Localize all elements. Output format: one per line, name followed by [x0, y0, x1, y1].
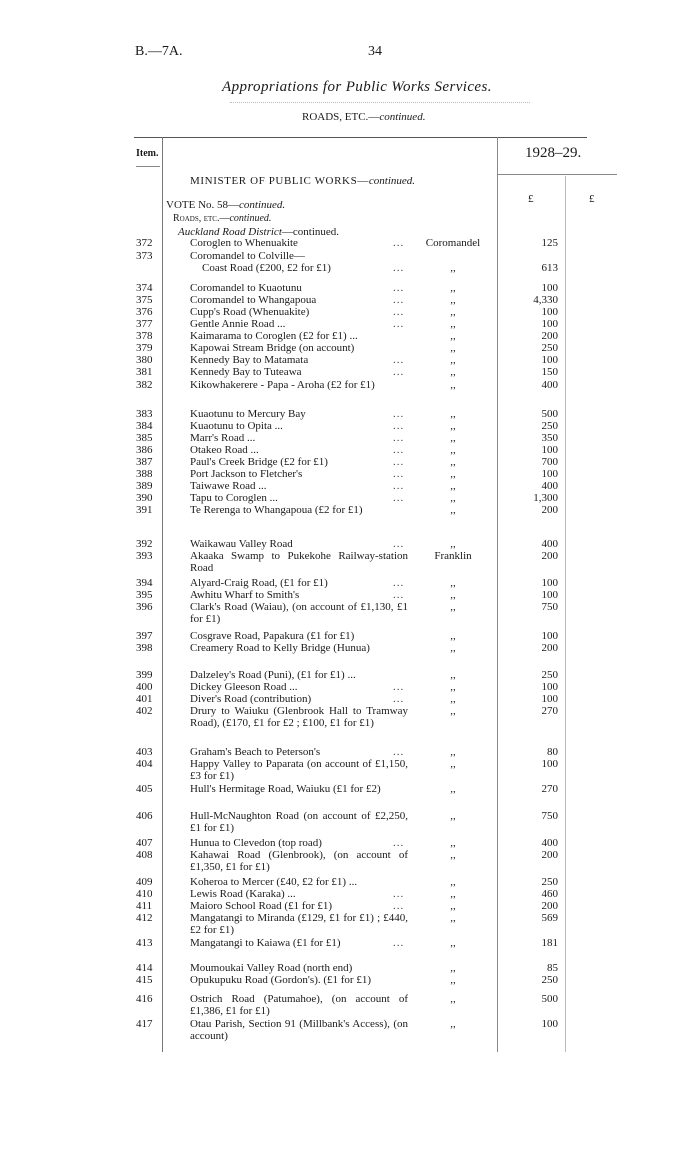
electoral-district: ,,	[450, 993, 456, 1005]
amount-value: 100	[541, 468, 558, 480]
item-number: 384	[136, 420, 153, 432]
item-description	[190, 251, 408, 275]
minister-heading: MINISTER OF PUBLIC WORKS—continued.	[190, 175, 416, 187]
item-description-line: Akaaka Swamp to Pukekohe Railway-station Road	[190, 550, 408, 574]
item-number: 393	[136, 550, 153, 562]
item-description-line: Kapowai Stream Bridge (on account)	[190, 342, 355, 354]
amount-value: 100	[541, 354, 558, 366]
amount-value: 400	[541, 538, 558, 550]
item-description-line: Tapu to Coroglen ...	[190, 492, 278, 504]
item-description-line: Graham's Beach to Peterson's	[190, 746, 321, 758]
item-description	[190, 643, 408, 655]
amount-value: 100	[541, 681, 558, 693]
leader-dots: ...	[393, 294, 405, 306]
leader-dots: ...	[393, 444, 405, 456]
item-number: 408	[136, 849, 153, 861]
electoral-district: ,,	[450, 408, 456, 420]
leader-dots: ...	[393, 420, 405, 432]
amount-value: 500	[541, 408, 558, 420]
leader-dots: ...	[393, 937, 405, 949]
electoral-district: ,,	[450, 282, 456, 294]
amount-value: 100	[541, 318, 558, 330]
electoral-district: ,,	[450, 746, 456, 758]
item-description	[190, 551, 408, 575]
electoral-district: ,,	[450, 577, 456, 589]
item-description	[190, 913, 408, 937]
item-description-line: Alyard-Craig Road, (£1 for £1)	[190, 577, 328, 589]
item-number: 379	[136, 342, 153, 354]
item-number: 387	[136, 456, 153, 468]
item-number: 388	[136, 468, 153, 480]
electoral-district: ,,	[450, 669, 456, 681]
electoral-district: ,,	[450, 379, 456, 391]
item-description-line: Hunua to Clevedon (top road)	[190, 837, 322, 849]
electoral-district: ,,	[450, 330, 456, 342]
item-description-line: Creamery Road to Kelly Bridge (Hunua)	[190, 642, 370, 654]
item-description-line: Port Jackson to Fletcher's	[190, 468, 303, 480]
item-description-line: Coast Road (£200, £2 for £1)	[202, 261, 331, 274]
item-number: 386	[136, 444, 153, 456]
electoral-district: ,,	[450, 444, 456, 456]
electoral-district: ,,	[450, 642, 456, 654]
item-description	[190, 994, 408, 1018]
item-description-line: Kennedy Bay to Tuteawa	[190, 366, 302, 378]
item-description-line: Waikawau Valley Road	[190, 538, 293, 550]
section-subtitle: ROADS, ETC.—continued.	[302, 111, 426, 123]
amount-value: 200	[541, 550, 558, 562]
item-number: 401	[136, 693, 153, 705]
item-description	[190, 238, 408, 250]
electoral-district: Franklin	[434, 550, 472, 562]
item-number: 383	[136, 408, 153, 420]
amount-value: 100	[541, 282, 558, 294]
amount-value: 181	[541, 937, 558, 949]
item-description-line: Otau Parish, Section 91 (Millbank's Access), (on account)	[190, 1018, 408, 1042]
page-number: 34	[368, 44, 382, 59]
item-description-line: Dickey Gleeson Road ...	[190, 681, 298, 693]
amount-value: 80	[547, 746, 558, 758]
amount-value: 700	[541, 456, 558, 468]
leader-dots: ...	[393, 681, 405, 693]
item-number: 391	[136, 504, 153, 516]
item-number: 414	[136, 962, 153, 974]
amount-value: 125	[541, 237, 558, 249]
item-number: 405	[136, 783, 153, 795]
item-description	[190, 784, 408, 796]
item-number: 376	[136, 306, 153, 318]
amount-value: 100	[541, 444, 558, 456]
amount-value: 270	[541, 705, 558, 717]
electoral-district: ,,	[450, 630, 456, 642]
item-number: 390	[136, 492, 153, 504]
amount-value: 100	[541, 589, 558, 601]
item-number: 417	[136, 1018, 153, 1030]
item-number: 403	[136, 746, 153, 758]
item-number: 385	[136, 432, 153, 444]
leader-dots: ...	[393, 746, 405, 758]
item-description-line: Cosgrave Road, Papakura (£1 for £1)	[190, 630, 355, 642]
item-description-line: Opukupuku Road (Gordon's). (£1 for £1)	[190, 974, 372, 986]
item-description-line: Hull-McNaughton Road (on account of £2,250, £1 for £1)	[190, 810, 408, 834]
amount-value: 200	[541, 900, 558, 912]
leader-dots: ...	[393, 888, 405, 900]
item-description-line: Kuaotunu to Mercury Bay	[190, 408, 306, 420]
amount-value: 460	[541, 888, 558, 900]
item-number: 394	[136, 577, 153, 589]
electoral-district: ,,	[450, 810, 456, 822]
amount-value: 350	[541, 432, 558, 444]
amount-value: 100	[541, 306, 558, 318]
leader-dots: ...	[393, 432, 405, 444]
item-number: 404	[136, 758, 153, 770]
electoral-district: ,,	[450, 962, 456, 974]
amount-value: 750	[541, 810, 558, 822]
item-description-line: Otakeo Road ...	[190, 444, 259, 456]
leader-dots: ...	[393, 282, 405, 294]
electoral-district: ,,	[450, 693, 456, 705]
item-number: 381	[136, 366, 153, 378]
amount-value: 613	[541, 262, 558, 274]
leader-dots: ...	[393, 837, 405, 849]
amount-value: 100	[541, 758, 558, 770]
roads-heading: Roads, etc.—continued.	[173, 213, 272, 224]
item-number: 416	[136, 993, 153, 1005]
electoral-district: ,,	[450, 262, 456, 274]
item-description	[190, 706, 408, 730]
item-description-line: Hull's Hermitage Road, Waiuku (£1 for £2)	[190, 783, 381, 795]
item-description-line: Coroglen to Whenuakite	[190, 237, 298, 249]
item-description-line: Kuaotunu to Opita ...	[190, 420, 283, 432]
item-number: 380	[136, 354, 153, 366]
leader-dots: ...	[393, 408, 405, 420]
item-description-line: Kaimarama to Coroglen (£2 for £1) ...	[190, 330, 358, 342]
item-description-line: Dalzeley's Road (Puni), (£1 for £1) ...	[190, 669, 356, 681]
electoral-district: ,,	[450, 306, 456, 318]
item-description-line: Clark's Road (Waiau), (on account of £1,130, £1 for £1)	[190, 601, 408, 625]
item-number: 397	[136, 630, 153, 642]
amount-value: 200	[541, 504, 558, 516]
electoral-district: ,,	[450, 783, 456, 795]
leader-dots: ...	[393, 306, 405, 318]
item-number: 378	[136, 330, 153, 342]
item-description-line: Cupp's Road (Whenuakite)	[190, 306, 310, 318]
amount-value: 100	[541, 577, 558, 589]
item-number: 373	[136, 250, 153, 262]
leader-dots: ...	[393, 492, 405, 504]
item-description-line: Kennedy Bay to Matamata	[190, 354, 309, 366]
electoral-district: ,,	[450, 504, 456, 516]
amount-value: 500	[541, 993, 558, 1005]
leader-dots: ...	[393, 237, 405, 249]
electoral-district: ,,	[450, 1018, 456, 1030]
electoral-district: ,,	[450, 538, 456, 550]
item-number: 410	[136, 888, 153, 900]
item-description-line: Maioro School Road (£1 for £1)	[190, 900, 333, 912]
amount-value: 270	[541, 783, 558, 795]
electoral-district: ,,	[450, 705, 456, 717]
electoral-district: ,,	[450, 849, 456, 861]
electoral-district: ,,	[450, 294, 456, 306]
item-description	[190, 367, 408, 379]
leader-dots: ...	[393, 456, 405, 468]
item-description-line: Coromandel to Colville—	[190, 250, 305, 262]
item-number: 377	[136, 318, 153, 330]
electoral-district: ,,	[450, 758, 456, 770]
electoral-district: ,,	[450, 601, 456, 613]
leader-dots: ...	[393, 480, 405, 492]
item-number: 412	[136, 912, 153, 924]
item-description-line: Ostrich Road (Patumahoe), (on account of £1,386, £1 for £1)	[190, 993, 408, 1017]
item-number: 406	[136, 810, 153, 822]
amount-value: 750	[541, 601, 558, 613]
item-description-line: Drury to Waiuku (Glenbrook Hall to Tramway Road), (£170, £1 for £2 ; £100, £1 for £1)	[190, 705, 408, 729]
amount-value: 1,300	[533, 492, 558, 504]
amount-value: 250	[541, 876, 558, 888]
electoral-district: ,,	[450, 492, 456, 504]
item-description-line: Awhitu Wharf to Smith's	[190, 589, 300, 601]
item-number: 411	[136, 900, 153, 912]
item-column-header: Item.	[136, 148, 159, 159]
electoral-district: ,,	[450, 468, 456, 480]
leader-dots: ...	[393, 900, 405, 912]
amount-value: 4,330	[533, 294, 558, 306]
item-description-line: Te Rerenga to Whangapoua (£2 for £1)	[190, 504, 363, 516]
electoral-district: ,,	[450, 937, 456, 949]
item-description-line: Mangatangi to Miranda (£129, £1 for £1) ; £440, £2 for £1)	[190, 912, 408, 936]
leader-dots: ...	[393, 468, 405, 480]
electoral-district: ,,	[450, 420, 456, 432]
item-description-line: Kahawai Road (Glenbrook), (on account of £1,350, £1 for £1)	[190, 849, 408, 873]
item-description-line: Coromandel to Kuaotunu	[190, 282, 302, 294]
item-number: 409	[136, 876, 153, 888]
item-description-line: Koheroa to Mercer (£40, £2 for £1) ...	[190, 876, 358, 888]
leader-dots: ...	[393, 538, 405, 550]
item-description-line: Coromandel to Whangapoua	[190, 294, 317, 306]
amount-value: 100	[541, 1018, 558, 1030]
item-description	[190, 1019, 408, 1043]
pound-symbol-2: £	[589, 193, 595, 205]
electoral-district: ,,	[450, 837, 456, 849]
item-description-line: Diver's Road (contribution)	[190, 693, 312, 705]
amount-value: 250	[541, 669, 558, 681]
item-number: 374	[136, 282, 153, 294]
leader-dots: ...	[393, 589, 405, 601]
amount-value: 250	[541, 420, 558, 432]
electoral-district: ,,	[450, 456, 456, 468]
leader-dots: ...	[393, 354, 405, 366]
item-number: 398	[136, 642, 153, 654]
item-description-line: Mangatangi to Kaiawa (£1 for £1)	[190, 937, 341, 949]
item-description	[190, 380, 408, 392]
amount-value: 569	[541, 912, 558, 924]
electoral-district: ,,	[450, 876, 456, 888]
amount-value: 100	[541, 630, 558, 642]
page-title: Appropriations for Public Works Services.	[222, 79, 492, 95]
item-number: 415	[136, 974, 153, 986]
district-heading: Auckland Road District—continued.	[178, 226, 340, 238]
amount-value: 200	[541, 642, 558, 654]
vote-heading: VOTE No. 58—continued.	[166, 199, 286, 211]
amount-value: 250	[541, 342, 558, 354]
electoral-district: ,,	[450, 480, 456, 492]
item-description-line: Marr's Road ...	[190, 432, 256, 444]
amount-value: 100	[541, 693, 558, 705]
electoral-district: ,,	[450, 912, 456, 924]
electoral-district: ,,	[450, 681, 456, 693]
electoral-district: ,,	[450, 318, 456, 330]
amount-value: 400	[541, 837, 558, 849]
amount-value: 200	[541, 849, 558, 861]
item-number: 400	[136, 681, 153, 693]
item-number: 413	[136, 937, 153, 949]
item-description	[190, 505, 408, 517]
leader-dots: ...	[393, 693, 405, 705]
leader-dots: ...	[393, 318, 405, 330]
electoral-district: ,,	[450, 342, 456, 354]
item-number: 402	[136, 705, 153, 717]
document-reference: B.—7A.	[135, 44, 183, 59]
item-description-line: Taiwawe Road ...	[190, 480, 267, 492]
amount-value: 200	[541, 330, 558, 342]
item-number: 396	[136, 601, 153, 613]
amount-value: 400	[541, 480, 558, 492]
electoral-district: ,,	[450, 900, 456, 912]
electoral-district: ,,	[450, 888, 456, 900]
electoral-district: Coromandel	[425, 237, 481, 249]
amount-value: 400	[541, 379, 558, 391]
item-description-line: Kikowhakerere - Papa - Aroha (£2 for £1)	[190, 379, 375, 391]
item-description	[190, 811, 408, 835]
item-number: 372	[136, 237, 153, 249]
leader-dots: ...	[393, 366, 405, 378]
item-description-line: Happy Valley to Paparata (on account of £1,150, £3 for £1)	[190, 758, 408, 782]
leader-dots: ...	[393, 262, 405, 274]
item-description-line: Paul's Creek Bridge (£2 for £1)	[190, 456, 328, 468]
electoral-district: ,,	[450, 366, 456, 378]
item-description	[190, 938, 408, 950]
item-description-line: Lewis Road (Karaka) ...	[190, 888, 296, 900]
leader-dots: ...	[393, 577, 405, 589]
item-description	[190, 850, 408, 874]
amount-value: 150	[541, 366, 558, 378]
amount-value: 85	[547, 962, 558, 974]
fiscal-year-header: 1928–29.	[525, 145, 582, 161]
item-description	[190, 975, 408, 987]
electoral-district: ,,	[450, 432, 456, 444]
item-number: 392	[136, 538, 153, 550]
item-number: 382	[136, 379, 153, 391]
pound-symbol-1: £	[528, 193, 534, 205]
amount-value: 250	[541, 974, 558, 986]
electoral-district: ,,	[450, 974, 456, 986]
item-number: 395	[136, 589, 153, 601]
item-number: 399	[136, 669, 153, 681]
electoral-district: ,,	[450, 589, 456, 601]
item-number: 389	[136, 480, 153, 492]
item-description	[190, 759, 408, 783]
electoral-district: ,,	[450, 354, 456, 366]
item-description-line: Gentle Annie Road ...	[190, 318, 286, 330]
item-description-line: Moumoukai Valley Road (north end)	[190, 962, 353, 974]
item-description	[190, 602, 408, 626]
item-number: 375	[136, 294, 153, 306]
item-number: 407	[136, 837, 153, 849]
